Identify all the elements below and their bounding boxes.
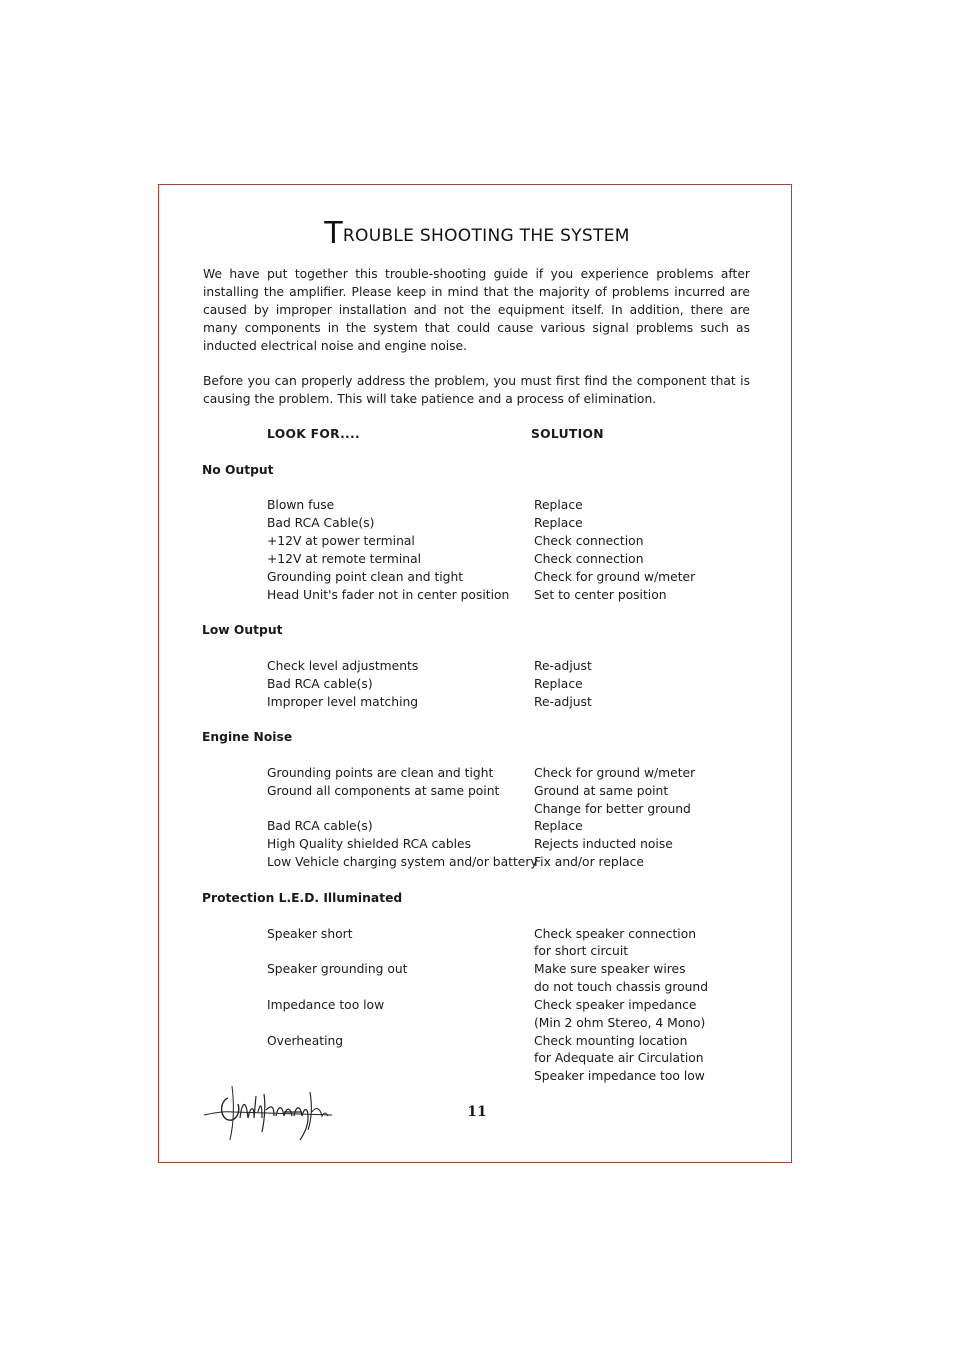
look-for-item: High Quality shielded RCA cables	[267, 837, 472, 851]
look-for-item: Check level adjustments	[267, 659, 419, 673]
solution-item: Replace	[534, 498, 583, 512]
solution-item: Re-adjust	[534, 695, 592, 709]
section-heading-low-output: Low Output	[202, 623, 283, 637]
column-header-look-for: LOOK FOR....	[267, 427, 360, 441]
solution-item: Replace	[534, 819, 583, 833]
intro-paragraph-2: Before you can properly address the problem, you must first find the component that is causing the problem. This will take patience and a process of elimination.	[203, 374, 750, 406]
solution-item: Ground at same point	[534, 784, 669, 798]
title-rest: ROUBLE SHOOTING THE SYSTEM	[342, 226, 630, 246]
section-heading-engine-noise: Engine Noise	[202, 730, 293, 744]
solution-item: Replace	[534, 516, 583, 530]
solution-item: do not touch chassis ground	[534, 980, 709, 994]
solution-item: Make sure speaker wires	[534, 962, 686, 976]
look-for-item: Head Unit's fader not in center position	[267, 588, 510, 602]
look-for-item: Speaker short	[267, 927, 353, 941]
brand-logo	[204, 1082, 336, 1148]
look-for-item: Grounding points are clean and tight	[267, 766, 494, 780]
look-for-item: Low Vehicle charging system and/or battery	[267, 855, 538, 869]
look-for-item: Bad RCA cable(s)	[267, 819, 373, 833]
look-for-item: Speaker grounding out	[267, 962, 408, 976]
look-for-item: Bad RCA Cable(s)	[267, 516, 375, 530]
look-for-item: Grounding point clean and tight	[267, 570, 464, 584]
column-header-solution: SOLUTION	[531, 427, 604, 441]
solution-item: (Min 2 ohm Stereo, 4 Mono)	[534, 1016, 706, 1030]
solution-item: Check connection	[534, 552, 644, 566]
look-for-item: +12V at power terminal	[267, 534, 415, 548]
solution-item: for Adequate air Circulation	[534, 1051, 704, 1065]
solution-item: for short circuit	[534, 944, 629, 958]
intro-paragraph-1: We have put together this trouble-shooting guide if you experience problems after installing the amplifier. Please keep in mind that the majority of problems incurred are caused by improper installation and not the equipment itself. In addition, there are many components in the system that could cause various signal problems such as inducted electrical noise and engine noise.	[203, 267, 750, 353]
look-for-item: Ground all components at same point	[267, 784, 500, 798]
solution-item: Fix and/or replace	[534, 855, 644, 869]
look-for-item: Impedance too low	[267, 998, 385, 1012]
solution-item: Check connection	[534, 534, 644, 548]
solution-item: Check mounting location	[534, 1034, 688, 1048]
solution-item: Rejects inducted noise	[534, 837, 673, 851]
solution-item: Set to center position	[534, 588, 667, 602]
page-number: 11	[467, 1104, 487, 1120]
solution-item: Check for ground w/meter	[534, 766, 696, 780]
solution-item: Change for better ground	[534, 802, 691, 816]
look-for-item: Improper level matching	[267, 695, 419, 709]
solution-item: Speaker impedance too low	[534, 1069, 705, 1083]
look-for-item: +12V at remote terminal	[267, 552, 422, 566]
look-for-item: Blown fuse	[267, 498, 335, 512]
solution-item: Replace	[534, 677, 583, 691]
look-for-item: Bad RCA cable(s)	[267, 677, 373, 691]
title-initial: T	[324, 216, 343, 251]
section-heading-no-output: No Output	[202, 463, 274, 477]
section-heading-protection-led: Protection L.E.D. Illuminated	[202, 891, 403, 905]
solution-item: Check speaker impedance	[534, 998, 697, 1012]
solution-item: Re-adjust	[534, 659, 592, 673]
look-for-item: Overheating	[267, 1034, 344, 1048]
page-title	[0, 216, 954, 251]
solution-item: Check speaker connection	[534, 927, 697, 941]
solution-item: Check for ground w/meter	[534, 570, 696, 584]
